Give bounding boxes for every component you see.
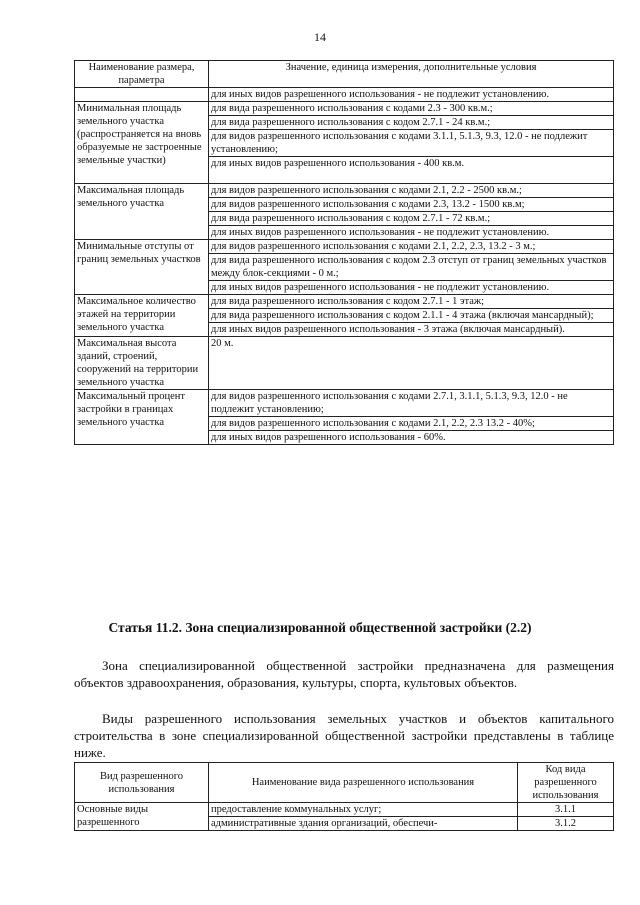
permitted-uses-table	[74, 762, 614, 831]
parameters-table	[74, 60, 614, 445]
parameter-value: для иных видов разрешенного использования - 400 кв.м.	[211, 158, 465, 169]
parameter-name: Максимальный процент застройки в границах земельного участка	[75, 390, 209, 445]
table-row	[75, 803, 614, 817]
table-row	[75, 240, 614, 295]
use-code: 3.1.1	[518, 803, 614, 817]
parameter-value: для вида разрешенного использования с кодом 2.7.1 - 24 кв.м.;	[209, 116, 613, 130]
parameter-value: для видов разрешенного использования с кодами 3.1.1, 5.1.3, 9.3, 12.0 - не подлежит установлению;	[209, 130, 613, 157]
header-parameter-value: Значение, единица измерения, дополнительные условия	[209, 61, 614, 88]
table-row	[75, 88, 614, 102]
table-row	[75, 102, 614, 184]
table-row	[75, 390, 614, 445]
uses-header-row	[75, 763, 614, 803]
parameter-value: для вида разрешенного использования с кодами 2.3 - 300 кв.м.;	[209, 102, 613, 116]
parameter-value: для видов разрешенного использования с кодами 2.1, 2.2 - 2500 кв.м.;	[209, 184, 613, 198]
parameter-value: для иных видов разрешенного использования - не подлежит установлению.	[211, 227, 550, 238]
header-use-name: Наименование вида разрешенного использования	[209, 763, 518, 803]
parameter-value: для вида разрешенного использования с кодом 2.3 отступ от границ земельных участков между блок-секциями - 0 м.;	[209, 254, 613, 281]
parameter-value: для видов разрешенного использования с кодами 2.3, 13.2 - 1500 кв.м;	[209, 198, 613, 212]
parameters-header-row	[75, 61, 614, 88]
parameter-value: для вида разрешенного использования с кодом 2.7.1 - 1 этаж;	[209, 295, 613, 309]
header-use-code: Код вида разрешенного использования	[518, 763, 614, 803]
parameter-value: 20 м.	[209, 337, 614, 390]
parameter-value: для иных видов разрешенного использования - 60%.	[211, 432, 446, 443]
parameter-value: для видов разрешенного использования с кодами 2.1, 2.2, 2.3, 13.2 - 3 м.;	[209, 240, 613, 254]
parameter-name: Максимальная площадь земельного участка	[75, 184, 209, 240]
use-code: 3.1.2	[518, 817, 614, 831]
table-row	[75, 295, 614, 337]
parameter-value: для вида разрешенного использования с кодом 2.7.1 - 72 кв.м.;	[209, 212, 613, 226]
page-number: 14	[314, 30, 326, 44]
article-title: Статья 11.2. Зона специализированной общественной застройки (2.2)	[108, 620, 532, 635]
zone-description-paragraph: Зона специализированной общественной застройки предназначена для размещения объектов здравоохранения, образования, культуры, спорта, культовых объектов.	[74, 658, 614, 690]
parameter-value: для иных видов разрешенного использования - не подлежит установлению.	[211, 282, 550, 293]
parameter-value: для видов разрешенного использования с кодами 2.1, 2.2, 2.3 13.2 - 40%;	[209, 417, 613, 431]
use-group-label: Основные виды разрешенного	[75, 803, 209, 831]
parameter-value: для видов разрешенного использования с кодами 2.7.1, 3.1.1, 5.1.3, 9.3, 12.0 - не подлежит установлению;	[209, 390, 613, 417]
use-name: административные здания организаций, обеспечи-	[209, 817, 518, 831]
parameter-value: для вида разрешенного использования с кодом 2.1.1 - 4 этажа (включая мансардный);	[209, 309, 613, 323]
header-parameter-name: Наименование размера, параметра	[75, 61, 209, 88]
parameter-name: Минимальная площадь земельного участка (распространяется на вновь образуемые не застроенные земельные участки)	[75, 102, 209, 184]
table-row	[75, 184, 614, 240]
table-row	[75, 337, 614, 390]
header-use-kind: Вид разрешенного использования	[75, 763, 209, 803]
use-name: предоставление коммунальных услуг;	[209, 803, 518, 817]
parameter-name: Максимальная высота зданий, строений, сооружений на территории земельного участка	[75, 337, 209, 390]
continuation-value: для иных видов разрешенного использования - не подлежит установлению.	[209, 88, 614, 102]
parameter-name: Максимальное количество этажей на территории земельного участка	[75, 295, 209, 337]
parameter-value: для иных видов разрешенного использования - 3 этажа (включая мансардный).	[211, 324, 565, 335]
parameter-name: Минимальные отступы от границ земельных участков	[75, 240, 209, 295]
uses-intro-paragraph: Виды разрешенного использования земельных участков и объектов капитального строительства в зоне специализированной общественной застройки представлены в таблице ниже.	[74, 711, 614, 760]
